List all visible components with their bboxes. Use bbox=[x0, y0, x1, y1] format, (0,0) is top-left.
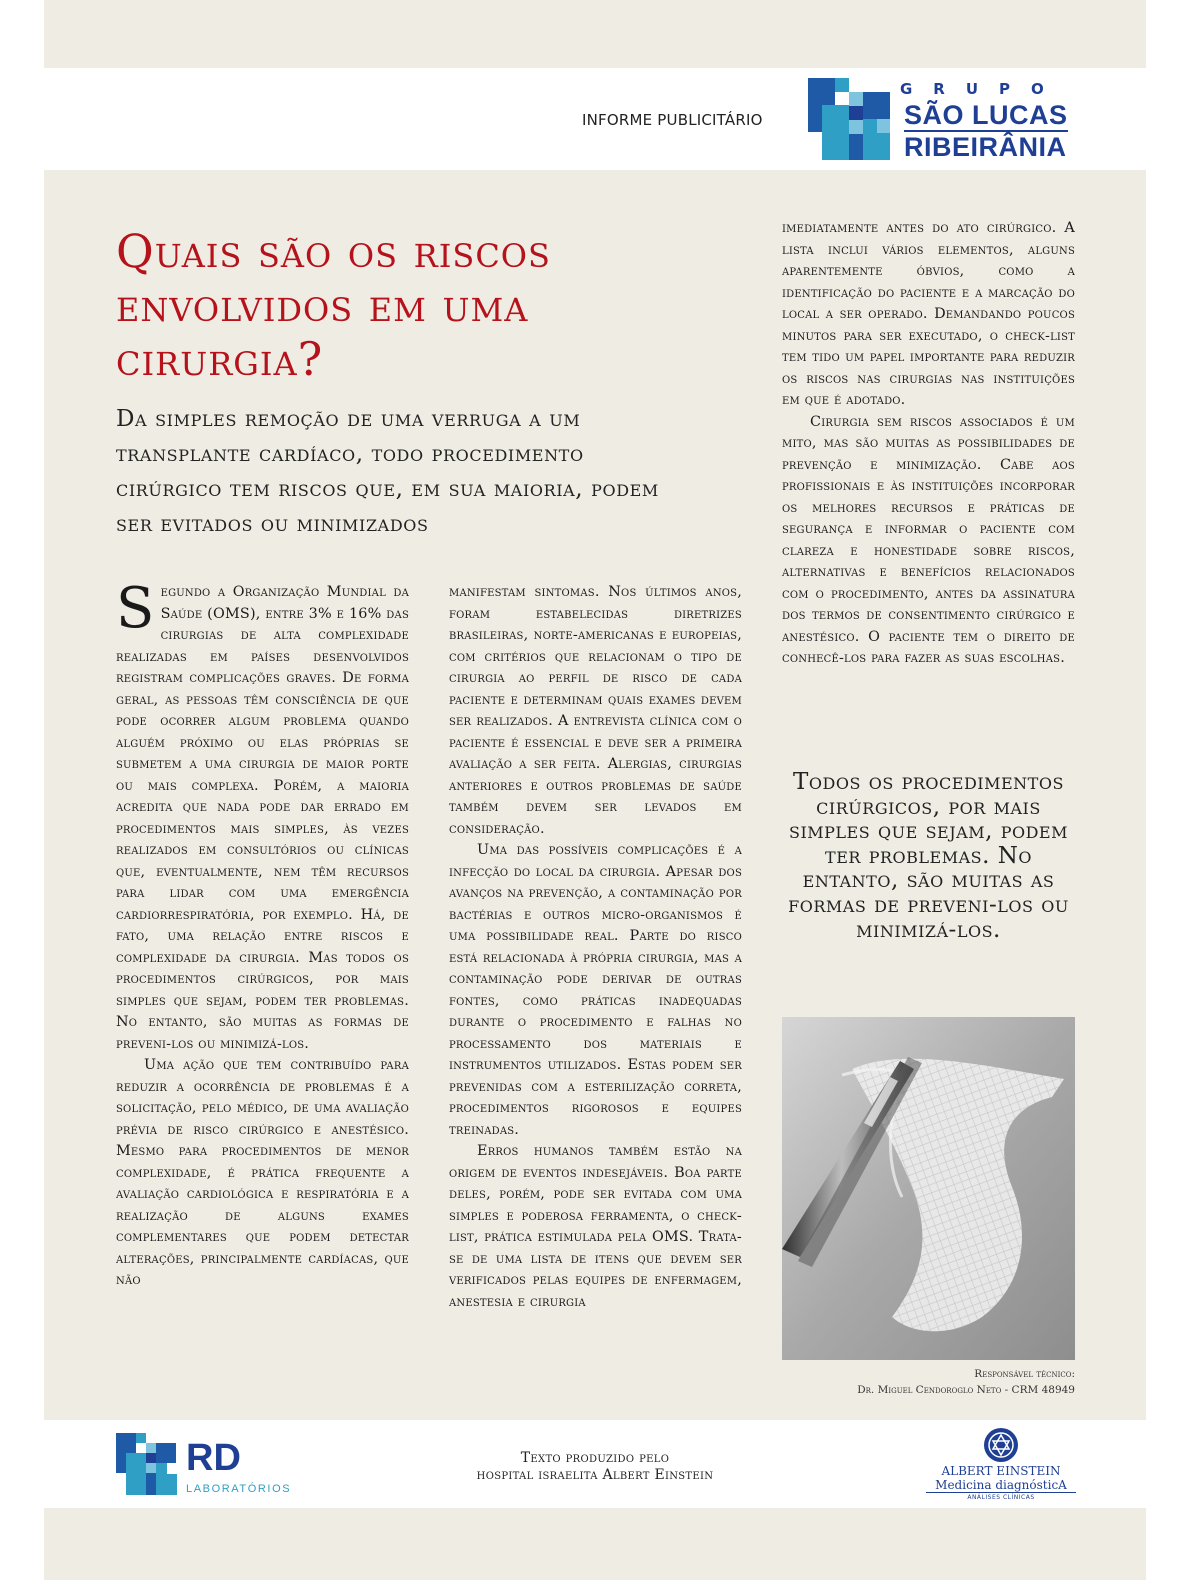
produced-by-line-1: Texto produzido pelo bbox=[520, 1450, 670, 1466]
logo-ribeirania-text: RIBEIRÂNIA bbox=[904, 132, 1067, 162]
column-2-paragraph-2: Uma das possíveis complicações é a infecção do local da cirurgia. Apesar dos avanços na prevenção, a contaminação por bactérias e outros micro-organismos é uma possibilidade real. Parte do risco está relacionada à própria cirurgia, mas a contaminação pode derivar de outras fontes, como práticas inadequadas durante o procedimento e falhas no processamento dos materiais e instrumentos utilizados. Estas podem ser prevenidas com a esterilização correta, procedimentos rigorosos e equipes treinadas. bbox=[449, 842, 742, 1138]
article-column-3 bbox=[782, 218, 1075, 670]
rd-laboratorios-text: LABORATÓRIOS bbox=[186, 1483, 292, 1495]
produced-by-line-2: hospital israelita Albert Einstein bbox=[476, 1467, 714, 1483]
article-title: Quais são os riscos envolvidos em uma cirurgia? bbox=[116, 224, 551, 386]
einstein-name-text: ALBERT EINSTEIN bbox=[941, 1464, 1061, 1478]
technical-responsible-name: Dr. Miguel Cendoroglo Neto - CRM 48949 bbox=[857, 1384, 1075, 1396]
logo-grupo-text: GRUPO bbox=[900, 80, 1065, 98]
einstein-medicina-text: Medicina diagnósticA bbox=[926, 1478, 1076, 1493]
column-2-paragraph-3: Erros humanos também estão na origem de eventos indesejáveis. Boa parte deles, porém, pode ser evitada com uma simples e poderosa ferramenta, o check-list, prática estimulada pela OMS. Trata-se de uma lista de itens que devem ser verificados pelas equipes de enfermagem, anestesia e cirurgia bbox=[449, 1143, 742, 1310]
einstein-analises-text: ANÁLISES CLÍNICAS bbox=[967, 1494, 1035, 1501]
drop-cap: S bbox=[116, 576, 155, 641]
logo-sao-lucas-text bbox=[904, 100, 1068, 131]
surgical-forceps-gauze-photo bbox=[782, 1017, 1075, 1360]
column-3-paragraph-2: Cirurgia sem riscos associados é um mito, mas são muitas as possibilidades de prevenção e minimização. Cabe aos profissionais e às instituições incorporar os melhores recursos e práticas de segurança e informar o paciente com clareza e honestidade sobre riscos, alternativas e benefícios relacionados com o procedimento, antes da assinatura dos termos de consentimento cirúrgico e anestésico. O paciente tem o direito de conhecê-los para fazer as suas escolhas. bbox=[782, 413, 1075, 666]
rd-laboratorios-logo bbox=[116, 1433, 296, 1497]
column-2-paragraph-1: manifestam sintomas. Nos últimos anos, foram estabelecidas diretrizes brasileiras, norte-americanas e europeias, com critérios que relacionam o tipo de cirurgia ao perfil de risco de cada paciente e determinam quais exames devem ser realizados. A entrevista clínica com o paciente é essencial e deve ser a primeira avaliação a ser feita. Alergias, cirurgias anteriores e outros problemas de saúde também devem ser levados em consideração. bbox=[449, 584, 742, 837]
einstein-emblem-icon bbox=[983, 1427, 1019, 1463]
mosaic-logo-icon bbox=[808, 78, 890, 160]
logo-sao-lucas-underlined: SÃO LUCAS bbox=[904, 100, 1068, 130]
rd-mosaic-icon bbox=[116, 1433, 178, 1495]
pull-quote: Todos os procedimentos cirúrgicos, por mais simples que sejam, podem ter problemas. No entanto, são muitas as formas de preveni-los ou minimizá-los. bbox=[788, 769, 1069, 943]
informe-publicitario-label: INFORME PUBLICITÁRIO bbox=[582, 111, 763, 129]
forceps-gauze-illustration bbox=[782, 1017, 1075, 1360]
column-3-paragraph-1: imediatamente antes do ato cirúrgico. A lista inclui vários elementos, alguns aparentemente óbvios, como a identificação do paciente e a marcação do local a ser operado. Demandando poucos minutos para ser executado, o check-list tem tido um papel importante para reduzir os riscos nas cirurgias nas instituições em que é adotado. bbox=[782, 220, 1075, 408]
technical-responsible-label: Responsável técnico: bbox=[974, 1368, 1075, 1380]
grupo-sao-lucas-logo bbox=[808, 78, 1078, 162]
column-1-paragraph-2: Uma ação que tem contribuído para reduzir a ocorrência de problemas é a solicitação, pelo médico, de uma avaliação prévia de risco cirúrgico e anestésico. Mesmo para procedimentos de menor complexidade, é prática frequente a avaliação cardiológica e respiratória e a realização de alguns exames complementares que podem detectar alterações, principalmente cardíacas, que não bbox=[116, 1057, 409, 1288]
albert-einstein-logo bbox=[926, 1427, 1076, 1501]
rd-wordmark: RD bbox=[186, 1437, 241, 1479]
article-column-2 bbox=[449, 582, 742, 1313]
produced-by-credit bbox=[440, 1450, 750, 1484]
article-column-1 bbox=[116, 576, 409, 1292]
column-1-paragraph-1 bbox=[116, 576, 409, 1055]
column-1-paragraph-1-text: egundo a Organização Mundial da Saúde (OMS), entre 3% e 16% das cirurgias de alta complexidade realizadas em países desenvolvidos registram complicações graves. De forma geral, as pessoas têm consciência de que pode ocorrer algum problema quando alguém próximo ou elas próprias se submetem a uma cirurgia de maior porte ou mais complexa. Porém, a maioria acredita que nada pode dar errado em procedimentos mais simples, às vezes realizados em consultórios ou clínicas que, eventualmente, nem têm recursos para lidar com uma emergência cardiorrespiratória, por exemplo. Há, de fato, uma relação entre riscos e complexidade da cirurgia. Mas todos os procedimentos cirúrgicos, por mais simples que sejam, podem ter problemas. No entanto, são muitas as formas de preveni-los ou minimizá-los. bbox=[116, 584, 409, 1052]
article-subtitle: Da simples remoção de uma verruga a um transplante cardíaco, todo procedimento cirúrgico tem riscos que, em sua maioria, podem ser evitados ou minimizados bbox=[116, 406, 659, 537]
